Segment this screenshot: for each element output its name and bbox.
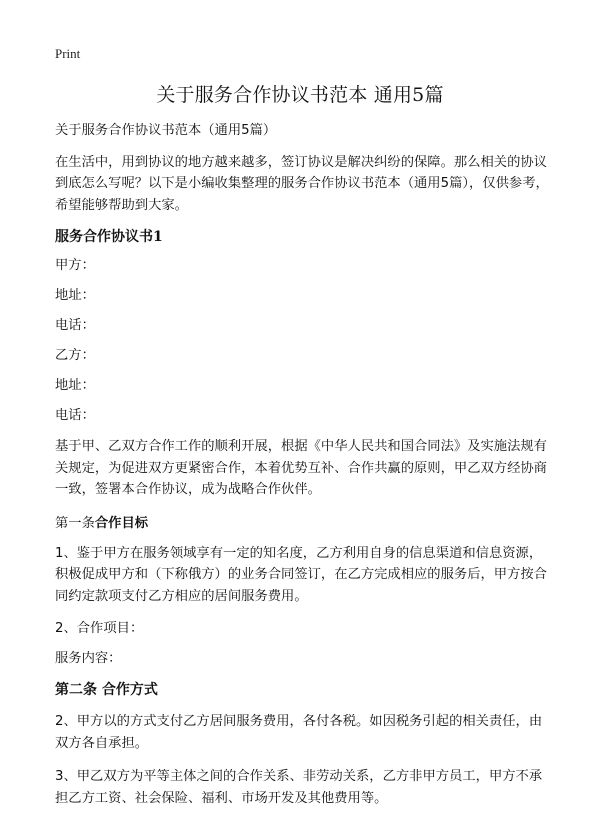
article-1-prefix: 第一条 — [55, 515, 95, 531]
clause-2: 2、合作项目： — [55, 621, 144, 636]
article-2-heading: 第二条 合作方式 — [55, 682, 158, 698]
phone-b-field: 电话： — [55, 408, 95, 423]
party-b-field: 乙方： — [55, 348, 95, 363]
clause-3: 2、甲方以的方式支付乙方居间服务费用，各付各税。如因税务引起的相关责任，由双方各自承担。 — [55, 714, 543, 751]
document-subtitle: 关于服务合作协议书范本（通用5篇） — [55, 123, 277, 138]
document-title: 关于服务合作协议书范本 通用5篇 — [156, 84, 444, 106]
intro-paragraph: 在生活中，用到协议的地方越来越多，签订协议是解决纠纷的保障。那么相关的协议到底怎么写呢？以下是小编收集整理的服务合作协议书范本（通用5篇），仅供参考，希望能够帮助到大家。 — [55, 154, 549, 213]
service-content-field: 服务内容： — [55, 651, 122, 666]
preamble-paragraph: 基于甲、乙双方合作工作的顺利开展，根据《中华人民共和国合同法》及实施法规有关规定，为促进双方更紧密合作，本着优势互补、合作共赢的原则，甲乙双方经协商一致，签署本合作协议，成为战略合作伙伴。 — [55, 439, 547, 497]
article-1-title: 合作目标 — [94, 515, 149, 531]
address-b-field: 地址： — [55, 378, 95, 393]
article-1-heading — [55, 513, 555, 535]
section-heading: 服务合作协议书1 — [55, 229, 163, 245]
clause-4: 3、甲乙双方为平等主体之间的合作关系、非劳动关系，乙方非甲方员工，甲方不承担乙方工资、社会保险、福利、市场开发及其他费用等。 — [55, 769, 543, 806]
print-label[interactable]: Print — [55, 46, 81, 61]
phone-a-field: 电话： — [55, 318, 95, 333]
document-body — [55, 120, 555, 821]
clause-1: 1、鉴于甲方在服务领域享有一定的知名度，乙方利用自身的信息渠道和信息资源，积极促成甲方和（下称俄方）的业务合同签订，在乙方完成相应的服务后，甲方按合同约定款项支付乙方相应的居间服务费用。 — [55, 545, 547, 604]
party-a-field: 甲方： — [55, 258, 95, 273]
address-a-field: 地址： — [55, 288, 95, 303]
